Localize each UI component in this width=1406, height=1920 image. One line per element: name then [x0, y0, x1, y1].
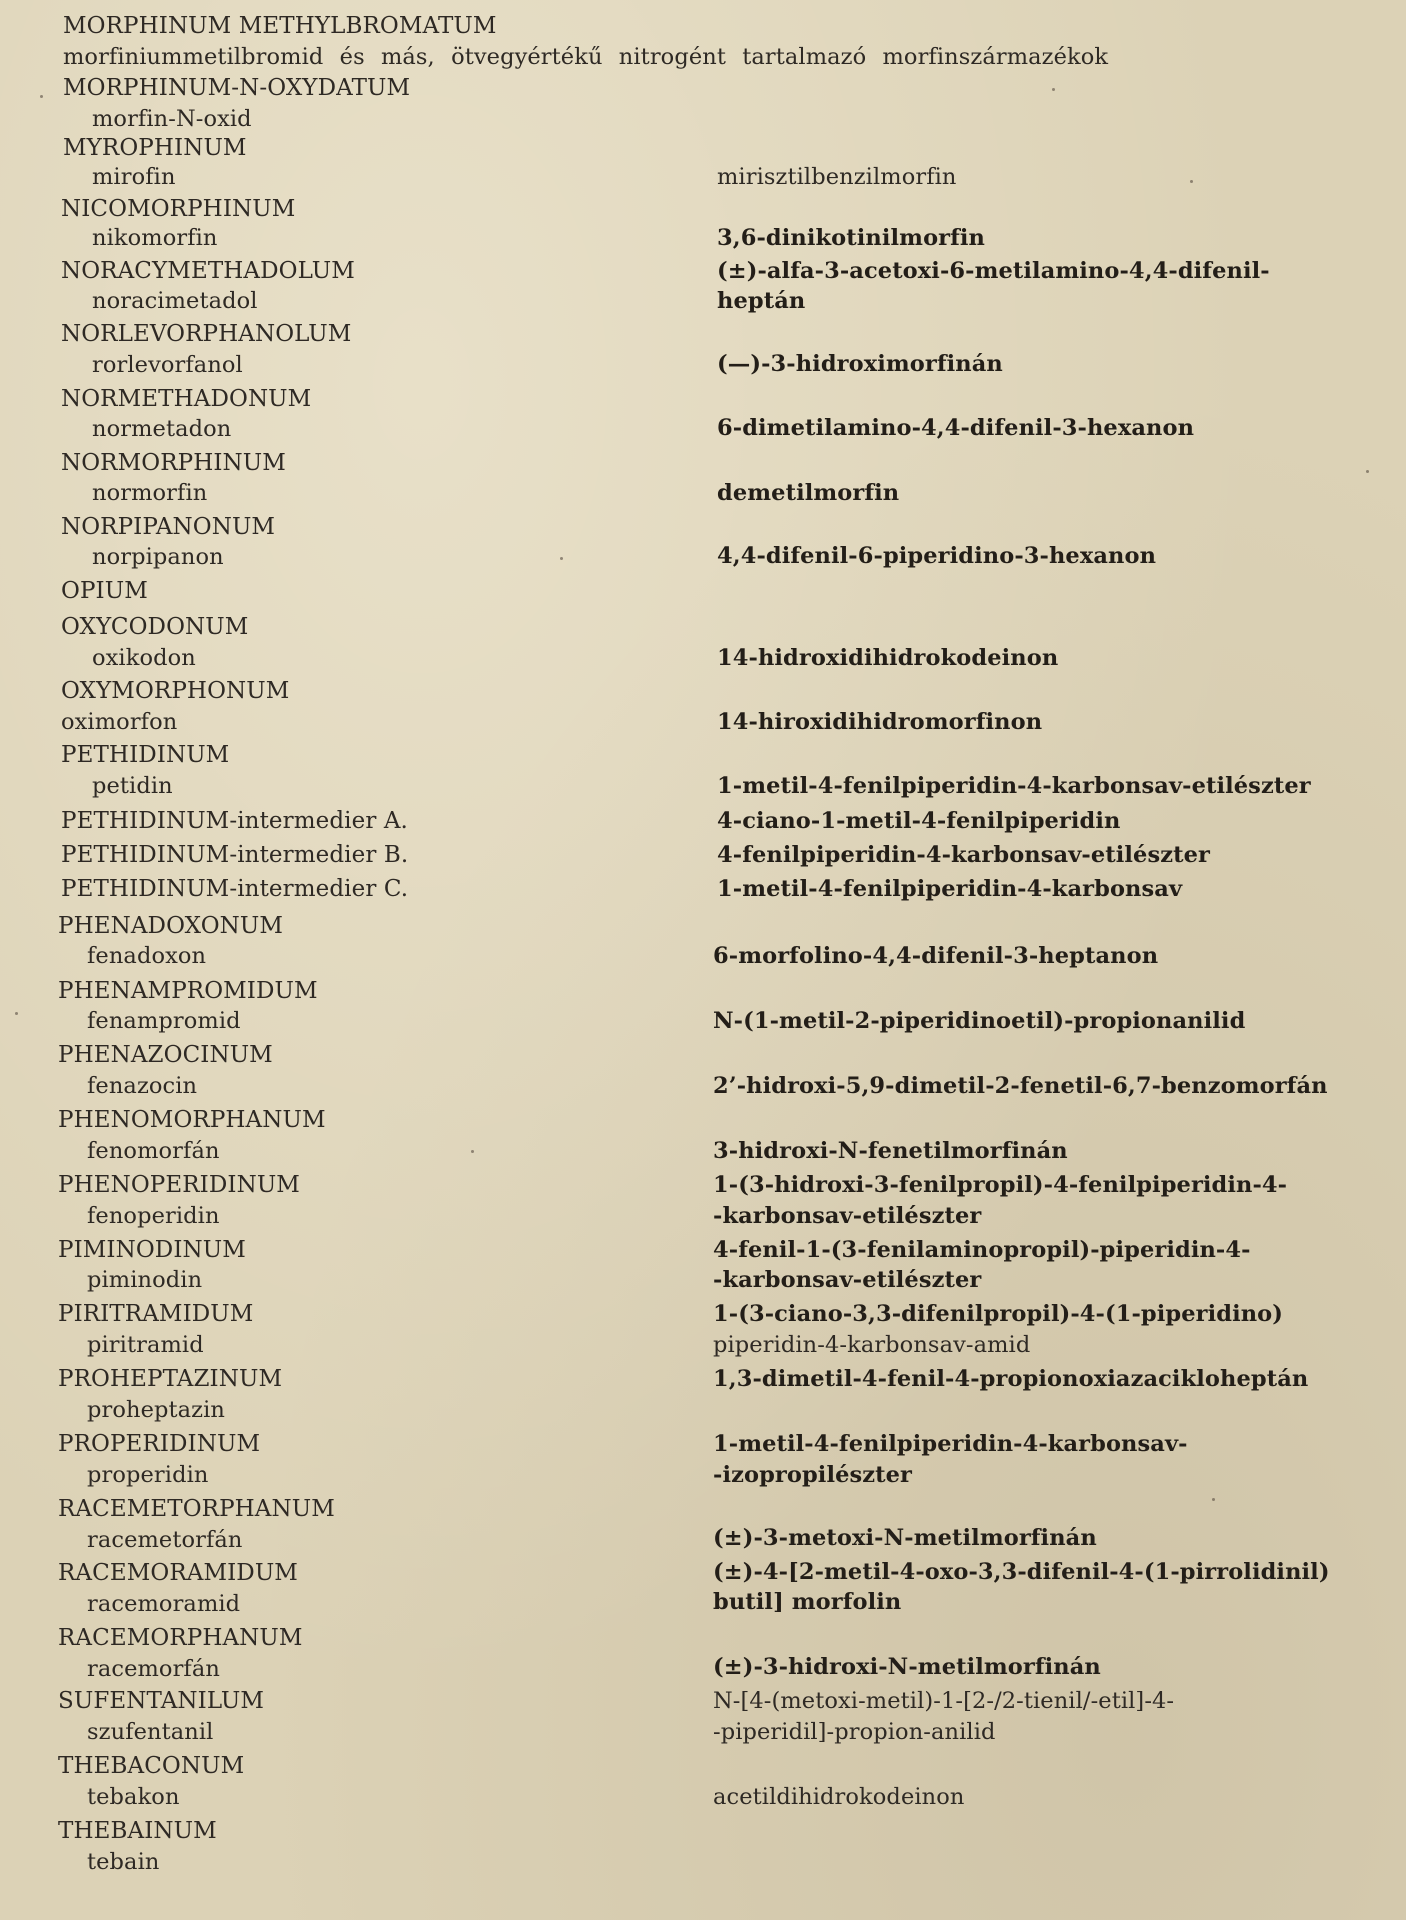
- hungarian-name: rorlevorfanol: [92, 352, 243, 378]
- hungarian-name: proheptazin: [87, 1397, 226, 1423]
- hungarian-name: petidin: [92, 773, 173, 799]
- hungarian-name: normetadon: [92, 416, 232, 442]
- hungarian-name: fenoperidin: [87, 1203, 220, 1229]
- chemical-name-continued: piperidin-4-karbonsav-amid: [713, 1332, 1031, 1358]
- latin-name: MORPHINUM-N-OXYDATUM: [63, 75, 411, 101]
- chemical-name: 3,6-dinikotinilmorfin: [717, 225, 986, 251]
- chemical-name: 4-ciano-1-metil-4-fenilpiperidin: [717, 808, 1121, 834]
- latin-name: NORLEVORPHANOLUM: [61, 321, 352, 347]
- chemical-name-continued: butil] morfolin: [713, 1589, 902, 1615]
- hungarian-name: morfin-N-oxid: [92, 106, 252, 132]
- chemical-name: 14-hiroxidihidromorfinon: [717, 709, 1043, 735]
- paper-speck: [1052, 88, 1055, 91]
- latin-name: NORMETHADONUM: [61, 386, 312, 412]
- chemical-name-continued: -karbonsav-etilészter: [713, 1267, 982, 1293]
- hungarian-name: morfiniummetilbromid és más, ötvegyértékű nitrogént tartalmazó morfinszármazékok: [63, 44, 1109, 70]
- hungarian-name: properidin: [87, 1462, 209, 1488]
- chemical-name: 1-metil-4-fenilpiperidin-4-karbonsav-etilészter: [717, 773, 1311, 799]
- chemical-name: 1-metil-4-fenilpiperidin-4-karbonsav: [717, 876, 1183, 902]
- hungarian-name: piminodin: [87, 1267, 203, 1293]
- chemical-name: demetilmorfin: [717, 480, 900, 506]
- hungarian-name: tebakon: [87, 1784, 180, 1810]
- latin-name: PETHIDINUM: [61, 742, 230, 768]
- hungarian-name: racemetorfán: [87, 1527, 243, 1553]
- latin-name: OPIUM: [61, 578, 148, 604]
- paper-speck: [471, 1150, 474, 1153]
- latin-name: PETHIDINUM-intermedier A.: [61, 808, 408, 834]
- latin-name: PHENOPERIDINUM: [58, 1172, 300, 1198]
- chemical-name-continued: heptán: [717, 288, 806, 314]
- paper-speck: [1366, 470, 1369, 473]
- hungarian-name: fenampromid: [87, 1008, 241, 1034]
- latin-name: MYROPHINUM: [63, 135, 247, 161]
- latin-name: SUFENTANILUM: [58, 1688, 265, 1714]
- latin-name: OXYMORPHONUM: [61, 678, 290, 704]
- hungarian-name: racemoramid: [87, 1591, 241, 1617]
- chemical-name: 14-hidroxidihidrokodeinon: [717, 645, 1059, 671]
- chemical-name-continued: -izopropilészter: [713, 1462, 913, 1488]
- paper-speck: [560, 557, 563, 560]
- chemical-name: N-(1-metil-2-piperidinoetil)-propionanilid: [713, 1008, 1246, 1034]
- chemical-name: (—)-3-hidroximorfinán: [717, 351, 1003, 377]
- hungarian-name: tebain: [87, 1849, 160, 1875]
- latin-name: PHENAMPROMIDUM: [58, 978, 318, 1004]
- chemical-name: 4-fenil-1-(3-fenilaminopropil)-piperidin-4-: [713, 1237, 1251, 1263]
- hungarian-name: norpipanon: [92, 544, 224, 570]
- latin-name: THEBAINUM: [58, 1818, 217, 1844]
- latin-name: MORPHINUM METHYLBROMATUM: [63, 13, 497, 39]
- chemical-name: 4,4-difenil-6-piperidino-3-hexanon: [717, 543, 1157, 569]
- chemical-name-continued: -piperidil]-propion-anilid: [713, 1719, 996, 1745]
- chemical-name: 4-fenilpiperidin-4-karbonsav-etilészter: [717, 842, 1210, 868]
- latin-name: NORMORPHINUM: [61, 450, 286, 476]
- chemical-name: mirisztilbenzilmorfin: [717, 164, 957, 190]
- latin-name: PETHIDINUM-intermedier C.: [61, 876, 409, 902]
- latin-name: RACEMORAMIDUM: [58, 1560, 298, 1586]
- latin-name: RACEMETORPHANUM: [58, 1496, 335, 1522]
- latin-name: RACEMORPHANUM: [58, 1625, 303, 1651]
- hungarian-name: fenomorfán: [87, 1138, 220, 1164]
- chemical-name: 3-hidroxi-N-fenetilmorfinán: [713, 1138, 1068, 1164]
- hungarian-name: nikomorfin: [92, 225, 218, 251]
- latin-name: PIRITRAMIDUM: [58, 1301, 254, 1327]
- chemical-name: 6-morfolino-4,4-difenil-3-heptanon: [713, 943, 1159, 969]
- latin-name: NORPIPANONUM: [61, 514, 276, 540]
- hungarian-name: fenazocin: [87, 1073, 198, 1099]
- chemical-name: 1,3-dimetil-4-fenil-4-propionoxiazacikloheptán: [713, 1366, 1309, 1392]
- chemical-name: (±)-alfa-3-acetoxi-6-metilamino-4,4-difenil-: [717, 258, 1270, 284]
- chemical-name: (±)-3-hidroxi-N-metilmorfinán: [713, 1654, 1101, 1680]
- latin-name: NORACYMETHADOLUM: [61, 258, 355, 284]
- chemical-name: 2’-hidroxi-5,9-dimetil-2-fenetil-6,7-benzomorfán: [713, 1073, 1328, 1099]
- chemical-name: (±)-3-metoxi-N-metilmorfinán: [713, 1525, 1097, 1551]
- hungarian-name: szufentanil: [87, 1719, 214, 1745]
- chemical-name: 6-dimetilamino-4,4-difenil-3-hexanon: [717, 415, 1195, 441]
- hungarian-name: noracimetadol: [92, 288, 258, 314]
- hungarian-name: oximorfon: [61, 709, 178, 735]
- latin-name: PROPERIDINUM: [58, 1431, 261, 1457]
- latin-name: PHENOMORPHANUM: [58, 1107, 326, 1133]
- latin-name: OXYCODONUM: [61, 614, 249, 640]
- chemical-name: 1-(3-hidroxi-3-fenilpropil)-4-fenilpiperidin-4-: [713, 1172, 1288, 1198]
- latin-name: PROHEPTAZINUM: [58, 1366, 283, 1392]
- paper-speck: [1212, 1498, 1215, 1501]
- paper-speck: [40, 95, 43, 98]
- hungarian-name: mirofin: [92, 164, 176, 190]
- chemical-name: acetildihidrokodeinon: [713, 1784, 965, 1810]
- hungarian-name: normorfin: [92, 480, 208, 506]
- latin-name: NICOMORPHINUM: [61, 196, 296, 222]
- chemical-name: 1-(3-ciano-3,3-difenilpropil)-4-(1-piperidino): [713, 1301, 1284, 1327]
- paper-speck: [1190, 180, 1193, 183]
- hungarian-name: oxikodon: [92, 645, 196, 671]
- latin-name: PIMINODINUM: [58, 1237, 246, 1263]
- latin-name: PHENAZOCINUM: [58, 1042, 273, 1068]
- latin-name: THEBACONUM: [58, 1753, 245, 1779]
- chemical-name: (±)-4-[2-metil-4-oxo-3,3-difenil-4-(1-pirrolidinil): [713, 1559, 1330, 1585]
- chemical-name: 1-metil-4-fenilpiperidin-4-karbonsav-: [713, 1431, 1188, 1457]
- latin-name: PHENADOXONUM: [58, 913, 284, 939]
- chemical-name: N-[4-(metoxi-metil)-1-[2-/2-tienil/-etil]-4-: [713, 1688, 1175, 1714]
- paper-speck: [15, 1012, 18, 1015]
- chemical-name-continued: -karbonsav-etilészter: [713, 1203, 982, 1229]
- latin-name: PETHIDINUM-intermedier B.: [61, 842, 409, 868]
- hungarian-name: piritramid: [87, 1332, 204, 1358]
- hungarian-name: racemorfán: [87, 1656, 220, 1682]
- hungarian-name: fenadoxon: [87, 943, 207, 969]
